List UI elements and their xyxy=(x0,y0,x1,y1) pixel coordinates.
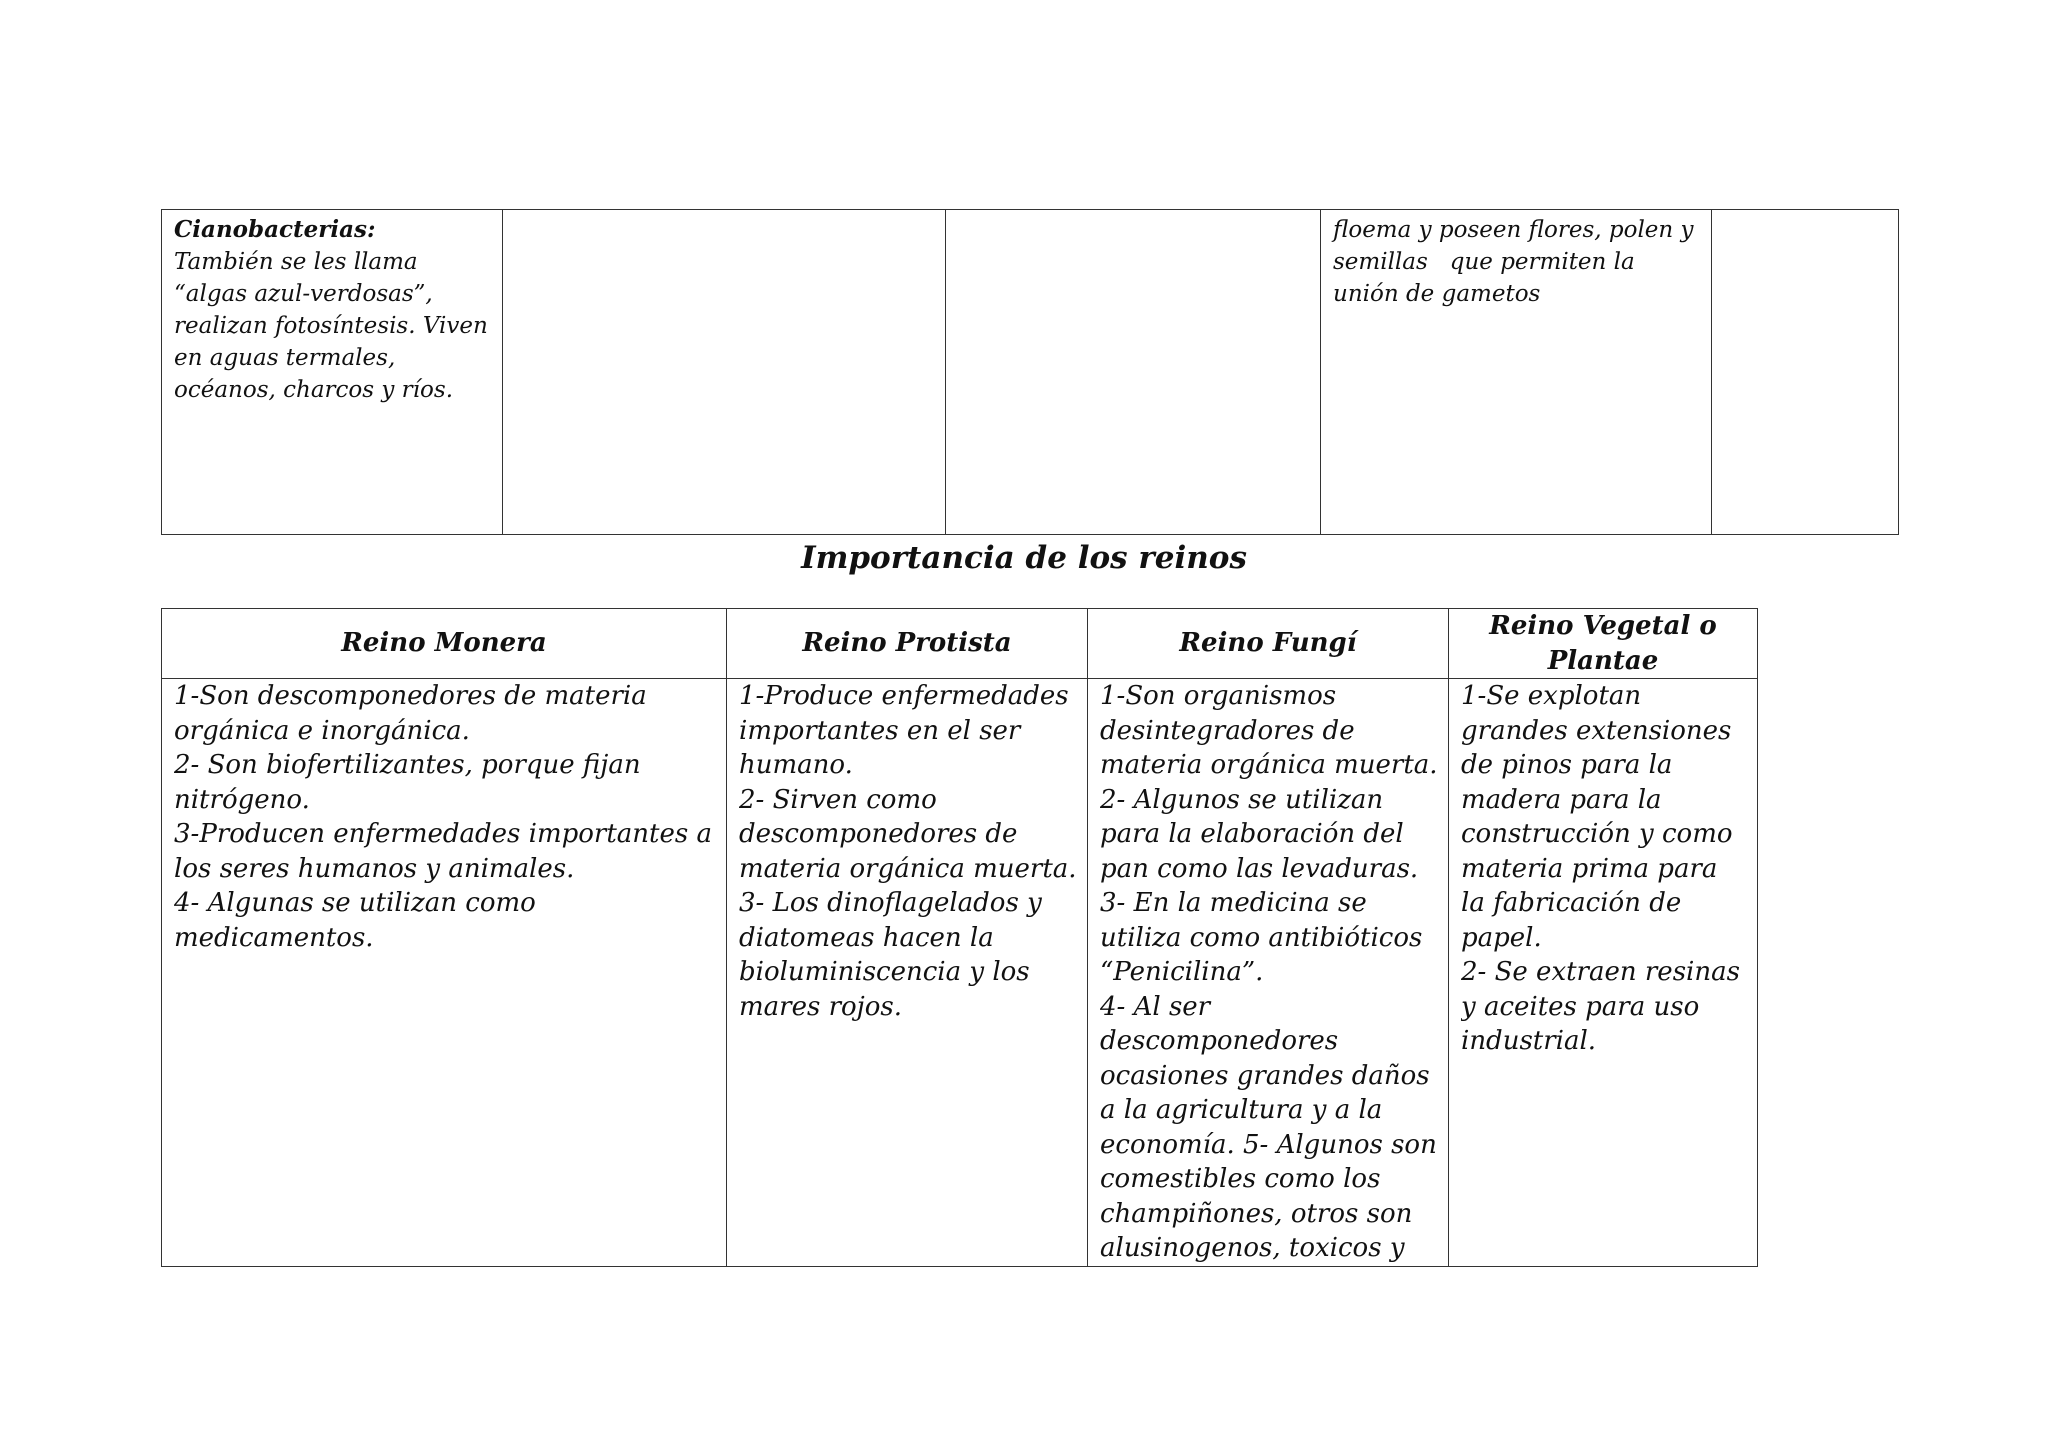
table-row xyxy=(162,679,1758,1267)
cell-plantae-importance xyxy=(1449,679,1758,1267)
cell-heading: Cianobacterias: xyxy=(174,216,376,243)
cell-text: 1-Produce enfermedades importantes en el ser humano. 2- Sirven como descomponedores de materia orgánica muerta. 3- Los dinoflagelados y diatomeas hacen la bioluminiscencia y los mares rojos. xyxy=(739,681,1077,1022)
cell-protista-importance xyxy=(727,679,1088,1267)
section-title: Importancia de los reinos xyxy=(801,540,1247,576)
cell-text: floema y poseen flores, polen y semillas que permiten la unión de gametos xyxy=(1333,217,1701,307)
cell-monera-importance xyxy=(162,679,727,1267)
header-reino-fungi: Reino Fungí xyxy=(1088,609,1449,679)
cell-text: 1-Son descomponedores de materia orgánica e inorgánica. 2- Son biofertilizantes, porque fijan nitrógeno. 3-Producen enfermedades importantes a los seres humanos y animales. 4- Algunas se utilizan como medicamentos. xyxy=(174,681,712,953)
header-reino-plantae: Reino Vegetal o Plantae xyxy=(1449,609,1758,679)
header-reino-protista: Reino Protista xyxy=(727,609,1088,679)
table-row xyxy=(162,210,1899,535)
table-header-row xyxy=(162,609,1758,679)
table-cell-plantae-continued xyxy=(1321,210,1712,535)
cell-fungi-importance xyxy=(1088,679,1449,1267)
importance-table xyxy=(161,608,1758,1267)
classification-table-continued xyxy=(161,209,1899,535)
cell-text: 1-Se explotan grandes extensiones de pinos para la madera para la construcción y como materia prima para la fabricación de papel. 2- Se extraen resinas y aceites para uso industrial. xyxy=(1461,681,1740,1056)
table-cell-empty xyxy=(1712,210,1899,535)
cell-text: También se les llama “algas azul-verdosas”, realizan fotosíntesis. Viven en aguas termales, océanos, charcos y ríos. xyxy=(174,249,488,403)
cell-text: 1-Son organismos desintegradores de materia orgánica muerta. 2- Algunos se utilizan para la elaboración del pan como las levaduras. 3- En la medicina se utiliza como antibióticos “Penicilina”. 4- Al ser descomponedores ocasiones grandes daños a la agricultura y a la economía. 5- Algunos son comestibles como los champiñones, otros son alusinogenos, toxicos y xyxy=(1100,681,1438,1263)
table-cell-cianobacterias xyxy=(162,210,503,535)
table-cell-empty xyxy=(946,210,1321,535)
header-reino-monera: Reino Monera xyxy=(162,609,727,679)
table-cell-empty xyxy=(503,210,946,535)
